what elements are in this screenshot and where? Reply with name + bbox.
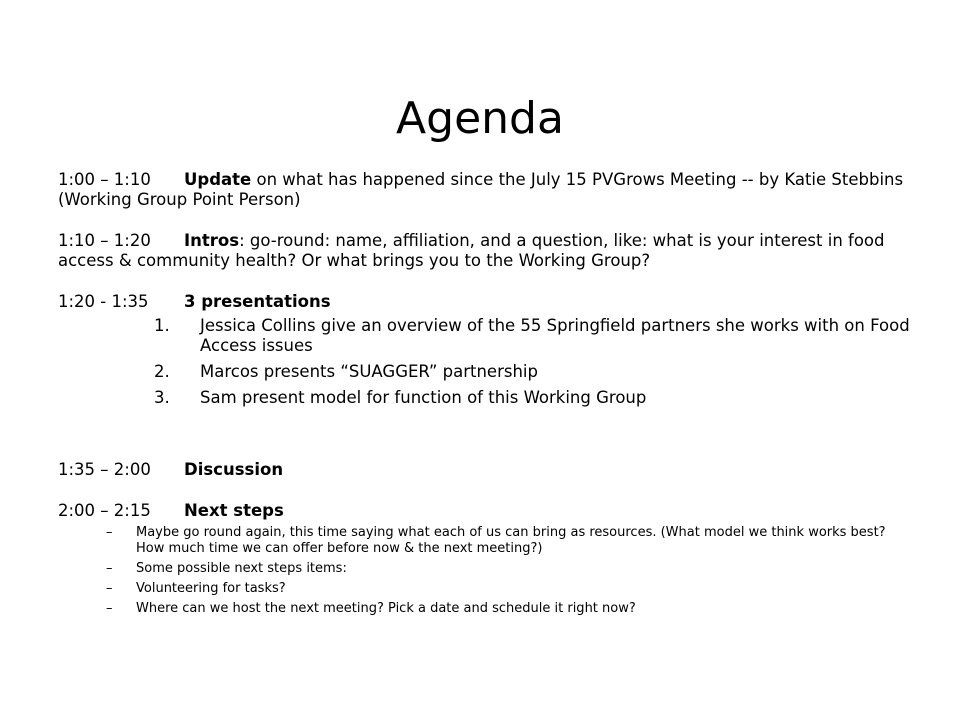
next-steps-list (106, 525, 918, 617)
presentation-number: 1. (154, 316, 170, 335)
agenda-text: on what has happened since the July 15 PVGrows Meeting -- by Katie Stebbins (Working Group Point Person) (58, 170, 904, 209)
agenda-body (58, 170, 918, 621)
presentation-item (154, 388, 918, 408)
agenda-item-next-steps (58, 501, 918, 617)
agenda-lead: Intros (184, 231, 240, 250)
agenda-time: 1:10 – 1:20 (58, 231, 151, 250)
dash-bullet: – (106, 561, 113, 576)
list-item (106, 601, 918, 617)
list-item-text: Where can we host the next meeting? Pick a date and schedule it right now? (136, 601, 636, 616)
agenda-time: 1:20 - 1:35 (58, 292, 149, 311)
agenda-item-intros (58, 231, 918, 271)
agenda-lead: Next steps (184, 501, 284, 520)
presentation-text: Sam present model for function of this Working Group (200, 388, 647, 407)
dash-bullet: – (106, 581, 113, 596)
slide-title: Agenda (396, 93, 564, 145)
list-item (106, 525, 918, 557)
dash-bullet: – (106, 525, 113, 540)
agenda-time: 2:00 – 2:15 (58, 501, 151, 520)
presentation-item (154, 362, 918, 382)
agenda-time: 1:35 – 2:00 (58, 460, 151, 479)
presentation-text: Jessica Collins give an overview of the 55 Springfield partners she works with on Food Access issues (200, 316, 910, 355)
list-item-text: Some possible next steps items: (136, 561, 347, 576)
agenda-item-presentations (58, 292, 918, 408)
presentation-number: 2. (154, 362, 170, 381)
agenda-text: : go-round: name, affiliation, and a question, like: what is your interest in food access & community health? Or what brings you to the Working Group? (58, 231, 885, 270)
spacer (58, 414, 918, 460)
agenda-time: 1:00 – 1:10 (58, 170, 151, 189)
presentation-number: 3. (154, 388, 170, 407)
agenda-lead: Update (184, 170, 252, 189)
agenda-lead: 3 presentations (184, 292, 331, 311)
list-item (106, 581, 918, 597)
presentation-item (154, 316, 918, 356)
presentation-text: Marcos presents “SUAGGER” partnership (200, 362, 538, 381)
list-item-text: Volunteering for tasks? (136, 581, 286, 596)
list-item (106, 561, 918, 577)
list-item-text: Maybe go round again, this time saying what each of us can bring as resources. (What model we think works best? How much time we can offer before now & the next meeting?) (136, 525, 886, 556)
agenda-item-discussion (58, 460, 918, 480)
agenda-item-update (58, 170, 918, 210)
dash-bullet: – (106, 601, 113, 616)
agenda-lead: Discussion (184, 460, 284, 479)
